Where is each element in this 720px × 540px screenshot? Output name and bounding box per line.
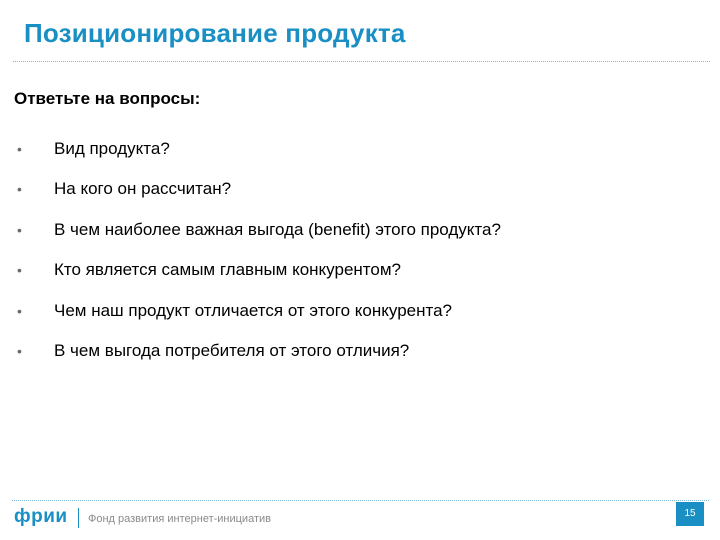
- question-text: В чем выгода потребителя от этого отличия?: [54, 340, 410, 360]
- bullet-icon: •: [17, 342, 22, 359]
- slide-title: Позиционирование продукта: [24, 18, 406, 48]
- bullet-icon: •: [17, 181, 22, 198]
- question-text: Чем наш продукт отличается от этого конкурента?: [54, 300, 452, 320]
- bullet-icon: •: [17, 302, 22, 319]
- page-number-badge: 15: [676, 502, 704, 526]
- question-text: В чем наиболее важная выгода (benefit) этого продукта?: [54, 219, 501, 239]
- bullet-icon: •: [17, 141, 22, 157]
- footer-divider: [12, 500, 709, 501]
- list-item: [0, 340, 720, 380]
- list-item: [0, 219, 720, 259]
- list-item: [0, 178, 720, 218]
- footer-caption: Фонд развития интернет-инициатив: [88, 513, 271, 525]
- bullet-icon: •: [17, 221, 22, 238]
- frii-logo: фрии: [14, 506, 68, 527]
- list-item: [0, 300, 720, 340]
- slide-subtitle: Ответьте на вопросы:: [14, 89, 201, 108]
- bullet-icon: •: [17, 262, 22, 279]
- list-item: [0, 259, 720, 299]
- logo-separator: [78, 508, 79, 528]
- question-list: [0, 138, 720, 380]
- question-text: Кто является самым главным конкурентом?: [54, 260, 401, 280]
- list-item: [0, 138, 720, 178]
- question-text: На кого он рассчитан?: [54, 179, 232, 199]
- question-text: Вид продукта?: [54, 139, 170, 158]
- title-divider: [13, 61, 710, 62]
